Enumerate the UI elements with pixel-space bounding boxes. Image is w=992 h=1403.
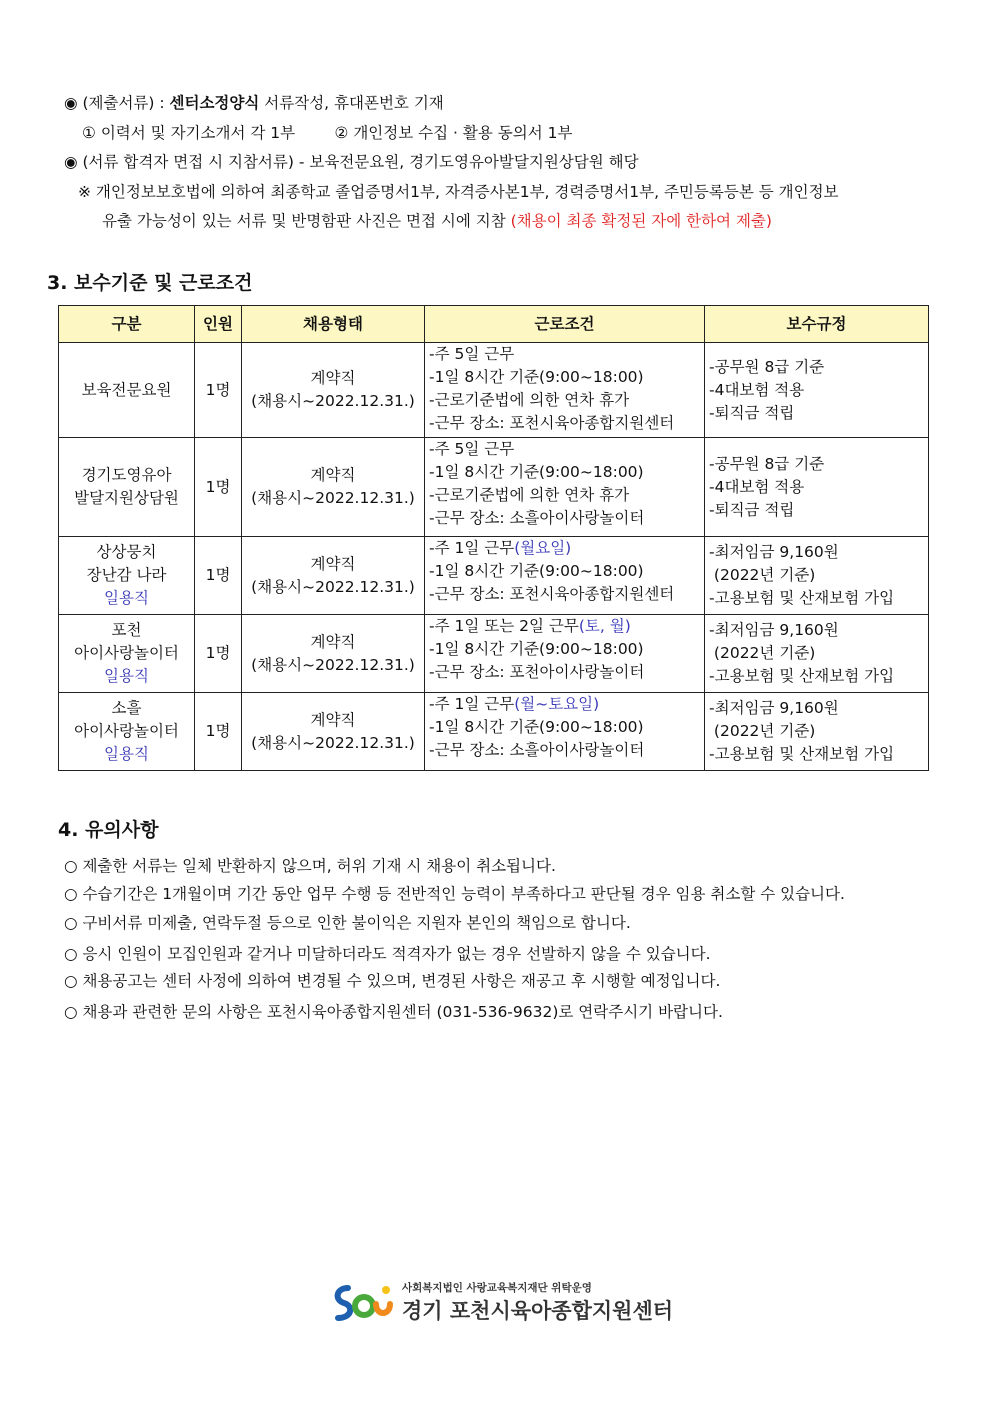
employment-type-line: 계약직 bbox=[310, 710, 356, 729]
work-condition-line bbox=[429, 716, 700, 739]
pay-rule-line: -공무원 8급 기준 bbox=[709, 357, 825, 376]
note-item: ○ 채용공고는 센터 사정에 의하여 변경될 수 있으며, 변경된 사항은 재공고 후 시행할 예정입니다. bbox=[64, 972, 721, 990]
table-row bbox=[59, 438, 929, 537]
cell-category bbox=[59, 615, 195, 693]
submission-line-4: ※ 개인정보보호법에 의하여 최종학교 졸업증명서1부, 자격증사본1부, 경력증명서1부, 주민등록등본 등 개인정보 bbox=[78, 183, 839, 201]
work-day-highlight: (월요일) bbox=[514, 539, 572, 557]
pay-rule-line: -최저임금 9,160원 bbox=[709, 621, 839, 639]
cell-employment-type bbox=[242, 693, 425, 771]
work-condition-text: -근무 장소: 포천시육아종합지원센터 bbox=[429, 585, 675, 603]
note-item: ○ 응시 인원이 모집인원과 같거나 미달하더라도 적격자가 없는 경우 선발하지 않을 수 있습니다. bbox=[64, 945, 711, 963]
work-condition-line bbox=[429, 583, 700, 606]
work-condition-line bbox=[429, 343, 700, 366]
submission-line-3: ◉ (서류 합격자 면접 시 지참서류) - 보육전문요원, 경기도영유아발달지원상담원 해당 bbox=[64, 153, 639, 171]
daily-worker-tag: 일용직 bbox=[104, 745, 149, 763]
work-condition-text: -근무 장소: 소흘아이사랑놀이터 bbox=[429, 741, 645, 759]
submission-line-1 bbox=[64, 92, 444, 114]
center-logo bbox=[330, 1280, 680, 1328]
category-line: 포천 bbox=[111, 621, 142, 639]
note-item: ○ 구비서류 미제출, 연락두절 등으로 인한 불이익은 지원자 본인의 책임으로 합니다. bbox=[64, 914, 631, 932]
submission-suffix: 서류작성, 휴대폰번호 기재 bbox=[259, 94, 444, 112]
cell-employment-type bbox=[242, 615, 425, 693]
note-item: ○ 채용과 관련한 문의 사항은 포천시육아종합지원센터 (031-536-9632)로 연락주시기 바랍니다. bbox=[64, 1003, 723, 1021]
cell-work-conditions bbox=[425, 693, 705, 771]
cell-count: 1명 bbox=[195, 537, 242, 615]
category-line: 아이사랑놀이터 bbox=[74, 722, 179, 740]
cell-category bbox=[59, 438, 195, 537]
work-condition-line bbox=[429, 484, 700, 507]
work-condition-line bbox=[429, 560, 700, 583]
table-row bbox=[59, 343, 929, 438]
category-line: 경기도영유아 bbox=[81, 466, 172, 484]
category-line: 발달지원상담원 bbox=[74, 489, 179, 507]
cell-count: 1명 bbox=[195, 615, 242, 693]
cell-count: 1명 bbox=[195, 438, 242, 537]
employment-type-line: (채용시~2022.12.31.) bbox=[251, 489, 415, 507]
table-row bbox=[59, 693, 929, 771]
pay-rule-line: -고용보험 및 산재보험 가입 bbox=[709, 745, 895, 763]
pay-rule-line: (2022년 기준) bbox=[709, 644, 816, 662]
category-line: 장난감 나라 bbox=[86, 566, 167, 584]
employment-type-line: (채용시~2022.12.31.) bbox=[251, 577, 415, 596]
header-count: 인원 bbox=[195, 306, 242, 343]
cell-work-conditions bbox=[425, 343, 705, 438]
employment-type-line: 계약직 bbox=[310, 369, 356, 387]
cell-employment-type bbox=[242, 537, 425, 615]
work-condition-text: -1일 8시간 기준(9:00~18:00) bbox=[429, 640, 644, 658]
cell-pay-rules bbox=[705, 343, 929, 438]
work-day-highlight: (토, 월) bbox=[578, 617, 631, 635]
cell-pay-rules bbox=[705, 438, 929, 537]
work-condition-text: -근무 장소: 포천시육아종합지원센터 bbox=[429, 414, 675, 432]
work-condition-line bbox=[429, 412, 700, 435]
work-condition-line bbox=[429, 438, 700, 461]
work-condition-text: -주 1일 근무 bbox=[429, 539, 515, 557]
pay-rule-line: -고용보험 및 산재보험 가입 bbox=[709, 667, 895, 685]
pay-rule-line: -퇴직금 적립 bbox=[709, 403, 795, 422]
header-employment-type: 채용형태 bbox=[242, 306, 425, 343]
category-line: 소흘 bbox=[111, 699, 142, 717]
cell-work-conditions bbox=[425, 615, 705, 693]
org-operator-text: 사회복지법인 사랑교육복지재단 위탁운영 bbox=[402, 1282, 592, 1294]
section4-title: 4. 유의사항 bbox=[58, 819, 159, 841]
note-item: ○ 수습기간은 1개월이며 기간 동안 업무 수행 등 전반적인 능력이 부족하다고 판단될 경우 임용 취소할 수 있습니다. bbox=[64, 885, 845, 903]
submission-line-5-red-note: (채용이 최종 확정된 자에 한하여 제출) bbox=[510, 212, 772, 230]
org-name: 경기 포천시육아종합지원센터 bbox=[402, 1299, 674, 1323]
work-condition-line bbox=[429, 615, 700, 638]
cell-count: 1명 bbox=[195, 693, 242, 771]
work-condition-text: -주 5일 근무 bbox=[429, 440, 515, 458]
note-item: ○ 제출한 서류는 일체 반환하지 않으며, 허위 기재 시 채용이 취소됩니다. bbox=[64, 857, 556, 875]
work-condition-line bbox=[429, 693, 700, 716]
submission-label: ◉ (제출서류) : bbox=[64, 94, 170, 112]
pay-rule-line: -공무원 8급 기준 bbox=[709, 454, 825, 473]
pay-rule-line: -4대보험 적용 bbox=[709, 477, 805, 496]
category-line: 상상뭉치 bbox=[96, 543, 157, 561]
employment-type-line: (채용시~2022.12.31.) bbox=[251, 392, 415, 410]
employment-type-line: 계약직 bbox=[310, 632, 356, 651]
category-line: 보육전문요원 bbox=[81, 380, 172, 399]
work-condition-text: -1일 8시간 기준(9:00~18:00) bbox=[429, 463, 644, 481]
cell-work-conditions bbox=[425, 537, 705, 615]
cell-employment-type bbox=[242, 343, 425, 438]
table-header-row bbox=[59, 306, 929, 343]
submission-line-5 bbox=[102, 210, 772, 232]
employment-type-line: (채용시~2022.12.31.) bbox=[251, 733, 415, 752]
work-condition-line bbox=[429, 461, 700, 484]
cell-work-conditions bbox=[425, 438, 705, 537]
work-day-highlight: (월~토요일) bbox=[514, 695, 600, 713]
category-line: 아이사랑놀이터 bbox=[74, 644, 179, 662]
pay-rule-line: -최저임금 9,160원 bbox=[709, 699, 839, 717]
work-condition-text: -근로기준법에 의한 연차 휴가 bbox=[429, 486, 630, 504]
work-condition-text: -근로기준법에 의한 연차 휴가 bbox=[429, 391, 630, 409]
work-condition-text: -주 1일 근무 bbox=[429, 695, 515, 713]
work-condition-line bbox=[429, 661, 700, 684]
pay-rule-line: (2022년 기준) bbox=[709, 722, 816, 740]
employment-type-line: 계약직 bbox=[310, 466, 356, 484]
pay-rule-line: -최저임금 9,160원 bbox=[709, 543, 839, 561]
work-condition-text: -근무 장소: 포천아이사랑놀이터 bbox=[429, 663, 645, 681]
table-row bbox=[59, 615, 929, 693]
header-category: 구분 bbox=[59, 306, 195, 343]
header-pay-rules: 보수규정 bbox=[705, 306, 929, 343]
work-condition-text: -주 1일 또는 2일 근무 bbox=[429, 617, 579, 635]
header-work-conditions: 근로조건 bbox=[425, 306, 705, 343]
work-condition-text: -1일 8시간 기준(9:00~18:00) bbox=[429, 562, 644, 580]
work-condition-line bbox=[429, 739, 700, 762]
cell-pay-rules bbox=[705, 537, 929, 615]
work-condition-text: -근무 장소: 소흘아이사랑놀이터 bbox=[429, 509, 645, 527]
pay-rule-line: -4대보험 적용 bbox=[709, 380, 805, 399]
center-logo-icon bbox=[330, 1282, 398, 1326]
cell-category bbox=[59, 343, 195, 438]
work-condition-line bbox=[429, 389, 700, 412]
pay-rule-line: (2022년 기준) bbox=[709, 566, 816, 584]
work-condition-text: -1일 8시간 기준(9:00~18:00) bbox=[429, 368, 644, 386]
work-condition-text: -1일 8시간 기준(9:00~18:00) bbox=[429, 718, 644, 736]
work-condition-text: -주 5일 근무 bbox=[429, 345, 515, 363]
pay-rule-line: -고용보험 및 산재보험 가입 bbox=[709, 589, 895, 607]
work-condition-line bbox=[429, 638, 700, 661]
cell-count: 1명 bbox=[195, 343, 242, 438]
submission-line-2: ① 이력서 및 자기소개서 각 1부 ② 개인정보 수집 · 활용 동의서 1부 bbox=[82, 124, 573, 142]
cell-employment-type bbox=[242, 438, 425, 537]
work-condition-line bbox=[429, 507, 700, 530]
cell-category bbox=[59, 537, 195, 615]
center-form-bold: 센터소정양식 bbox=[169, 94, 260, 112]
work-condition-line bbox=[429, 366, 700, 389]
employment-type-line: (채용시~2022.12.31.) bbox=[251, 655, 415, 674]
daily-worker-tag: 일용직 bbox=[104, 667, 149, 685]
pay-conditions-table bbox=[58, 305, 929, 771]
table-row bbox=[59, 537, 929, 615]
cell-pay-rules bbox=[705, 693, 929, 771]
section3-title: 3. 보수기준 및 근로조건 bbox=[47, 272, 253, 294]
employment-type-line: 계약직 bbox=[310, 554, 356, 573]
daily-worker-tag: 일용직 bbox=[104, 589, 149, 607]
submission-line-5-text: 유출 가능성이 있는 서류 및 반명함판 사진은 면접 시에 지참 bbox=[102, 212, 511, 230]
cell-pay-rules bbox=[705, 615, 929, 693]
pay-rule-line: -퇴직금 적립 bbox=[709, 500, 795, 519]
cell-category bbox=[59, 693, 195, 771]
work-condition-line bbox=[429, 537, 700, 560]
